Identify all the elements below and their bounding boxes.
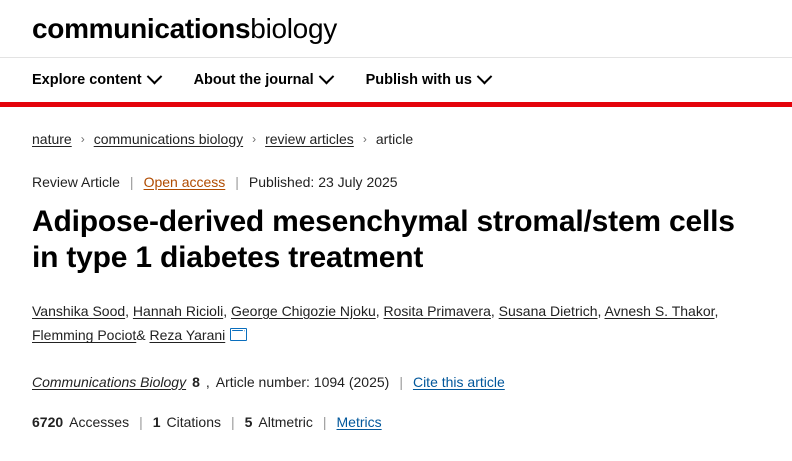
author-link[interactable]: Avnesh S. Thakor: [604, 302, 715, 319]
nav-item-label: Explore content: [32, 71, 142, 88]
citations-count: 1: [152, 413, 161, 430]
author-separator: ,: [597, 302, 605, 319]
corresponding-author-link[interactable]: Reza Yarani: [149, 327, 226, 344]
author-link[interactable]: Flemming Pociot: [32, 327, 137, 344]
author-link[interactable]: Vanshika Sood: [32, 302, 126, 319]
open-access-badge[interactable]: Open access: [143, 173, 226, 190]
breadcrumb-item-nature[interactable]: nature: [32, 130, 72, 147]
citation-divider: |: [399, 373, 403, 390]
breadcrumb: [0, 107, 792, 147]
citation-comma: ,: [205, 373, 210, 390]
chevron-down-icon: [318, 69, 334, 85]
masthead: [0, 0, 792, 58]
author-link[interactable]: Rosita Primavera: [383, 302, 491, 319]
author-separator: ,: [223, 302, 231, 319]
author-link[interactable]: George Chigozie Njoku: [230, 302, 376, 319]
published-date: Published: 23 July 2025: [248, 173, 398, 190]
nav-item-label: Publish with us: [365, 71, 472, 88]
breadcrumb-item-review-articles[interactable]: review articles: [265, 130, 354, 147]
author-list: [32, 299, 752, 348]
article-type: Review Article: [32, 173, 120, 190]
chevron-down-icon: [146, 69, 162, 85]
article-meta-line: [32, 174, 760, 190]
journal-logo-primary: communications: [32, 13, 251, 44]
email-icon[interactable]: [230, 328, 247, 341]
article-header: [0, 174, 792, 430]
accesses-label: Accesses: [69, 413, 130, 430]
citations-label: Citations: [166, 413, 221, 430]
breadcrumb-item-communications-biology[interactable]: communications biology: [93, 130, 244, 147]
meta-divider: |: [235, 173, 239, 190]
author-conjunction: &: [136, 327, 146, 344]
breadcrumb-separator-icon: ›: [252, 131, 257, 146]
author-separator: ,: [714, 302, 719, 319]
meta-divider: |: [129, 173, 134, 190]
metrics-line: [32, 414, 760, 430]
author-separator: ,: [490, 302, 499, 319]
metrics-divider: |: [230, 413, 235, 430]
nav-item-label: About the journal: [193, 71, 314, 88]
nav-item-explore-content[interactable]: [32, 72, 160, 88]
cite-this-article-link[interactable]: Cite this article: [412, 373, 505, 390]
main-navigation: [0, 58, 792, 107]
page-title: Adipose-derived mesenchymal stromal/stem cells in type 1 diabetes treatment: [32, 204, 735, 275]
author-separator: ,: [375, 302, 384, 319]
breadcrumb-separator-icon: ›: [362, 131, 367, 146]
breadcrumb-item-article: article: [375, 130, 414, 147]
citation-journal-link[interactable]: Communications Biology: [32, 373, 187, 390]
journal-logo[interactable]: [32, 14, 760, 45]
altmetric-count: 5: [244, 413, 253, 430]
metrics-divider: |: [139, 413, 143, 430]
altmetric-label: Altmetric: [258, 413, 313, 430]
nav-item-about-the-journal[interactable]: [194, 72, 332, 88]
author-link[interactable]: Susana Dietrich: [498, 302, 598, 319]
metrics-divider: |: [322, 413, 327, 430]
chevron-down-icon: [477, 69, 493, 85]
accesses-count: 6720: [32, 413, 64, 430]
nav-item-publish-with-us[interactable]: [366, 72, 490, 88]
metrics-link[interactable]: Metrics: [336, 413, 382, 430]
citation-volume: 8: [192, 373, 200, 390]
citation-article-number: Article number: 1094 (2025): [215, 373, 390, 390]
author-link[interactable]: Hannah Ricioli: [132, 302, 224, 319]
journal-logo-secondary: biology: [250, 13, 337, 44]
citation-line: [32, 374, 760, 390]
breadcrumb-separator-icon: ›: [80, 131, 85, 146]
author-separator: ,: [125, 302, 133, 319]
